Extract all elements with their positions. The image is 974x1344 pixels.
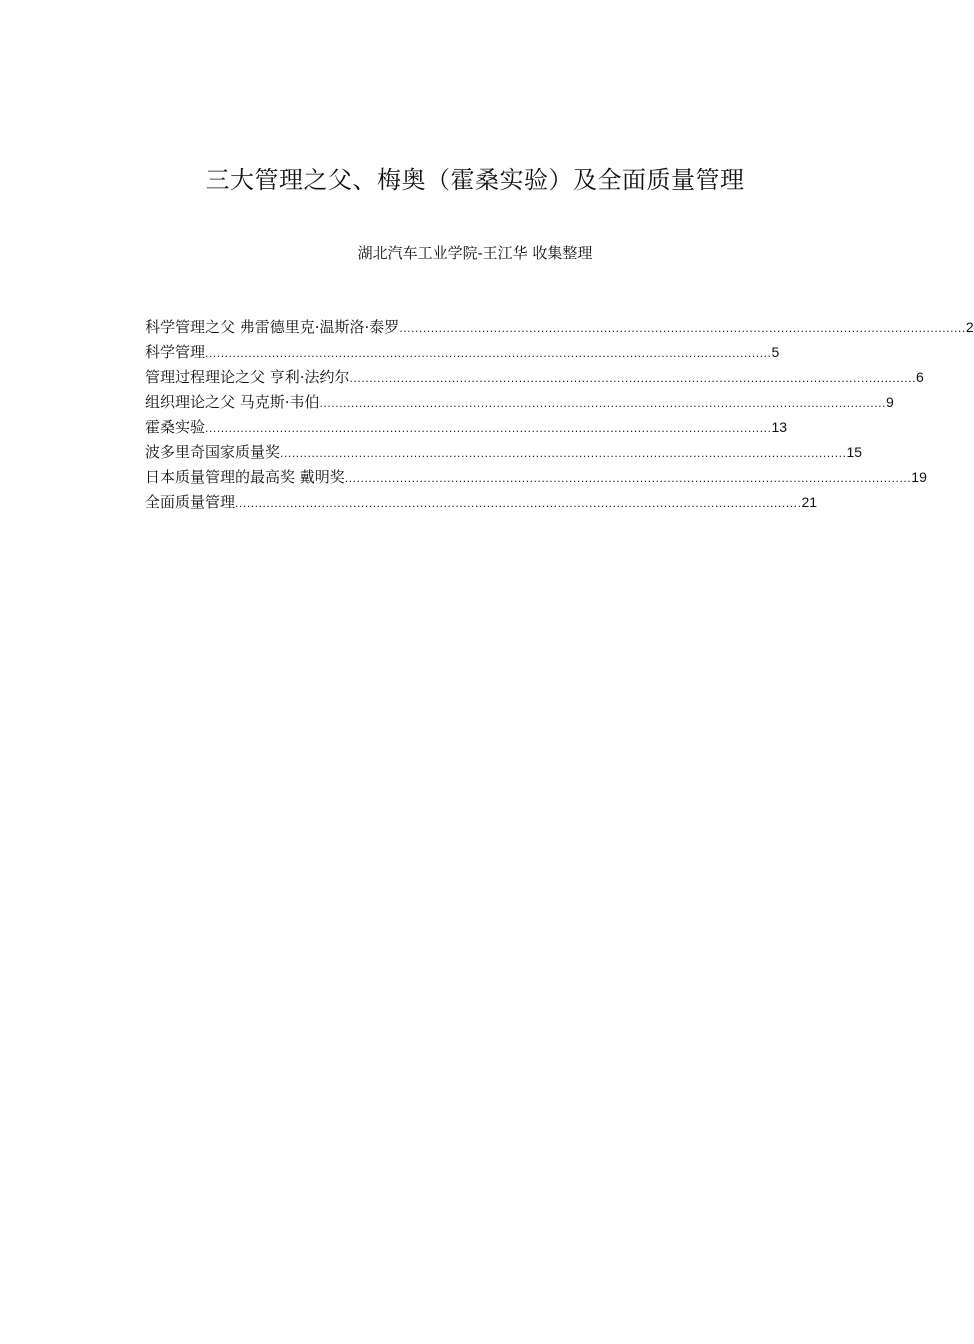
toc-entry-label: 科学管理 [145,343,206,361]
toc-entry-weber[interactable] [145,390,894,415]
toc-entry-hawthorne[interactable] [145,415,788,440]
toc-leader-dots: ................................................................................................................................................ [399,321,966,335]
toc-page-number: 19 [911,469,927,485]
table-of-contents [145,315,974,515]
toc-page-number: 21 [801,494,818,510]
toc-leader-dots: ................................................................................................................................................ [344,471,912,485]
toc-entry-deming-prize[interactable] [145,465,927,490]
toc-leader-dots: ................................................................................................................................................ [349,371,917,385]
document-subtitle: 湖北汽车工业学院-王江华 收集整理 [357,244,593,262]
toc-leader-dots: ................................................................................................................................................ [280,446,847,460]
toc-entry-label: 管理过程理论之父 亨利·法约尔 [145,368,350,386]
toc-entry-label: 霍桑实验 [145,418,206,436]
toc-leader-dots: ................................................................................................................................................ [319,396,887,410]
toc-page-number: 5 [771,344,780,360]
toc-page-number: 15 [846,444,863,460]
toc-entry-baldrige[interactable] [145,440,863,465]
toc-entry-scientific-management[interactable] [145,340,780,365]
toc-entry-label: 组织理论之父 马克斯·韦伯 [145,393,320,411]
toc-leader-dots: ................................................................................................................................................ [205,346,772,360]
toc-entry-label: 波多里奇国家质量奖 [145,443,281,461]
toc-page-number: 13 [771,419,788,435]
toc-entry-taylor[interactable] [145,315,974,340]
toc-entry-label: 科学管理之父 弗雷德里克·温斯洛·泰罗 [145,318,400,336]
toc-entry-label: 日本质量管理的最高奖 戴明奖 [145,468,345,486]
toc-leader-dots: ................................................................................................................................................ [205,421,772,435]
toc-leader-dots: ................................................................................................................................................ [235,496,802,510]
toc-entry-tqm[interactable] [145,490,818,515]
toc-page-number: 6 [916,369,924,385]
toc-page-number: 2 [965,319,974,335]
toc-entry-fayol[interactable] [145,365,924,390]
document-title: 三大管理之父、梅奥（霍桑实验）及全面质量管理 [205,166,745,194]
toc-page-number: 9 [886,394,894,410]
toc-entry-label: 全面质量管理 [145,493,236,511]
